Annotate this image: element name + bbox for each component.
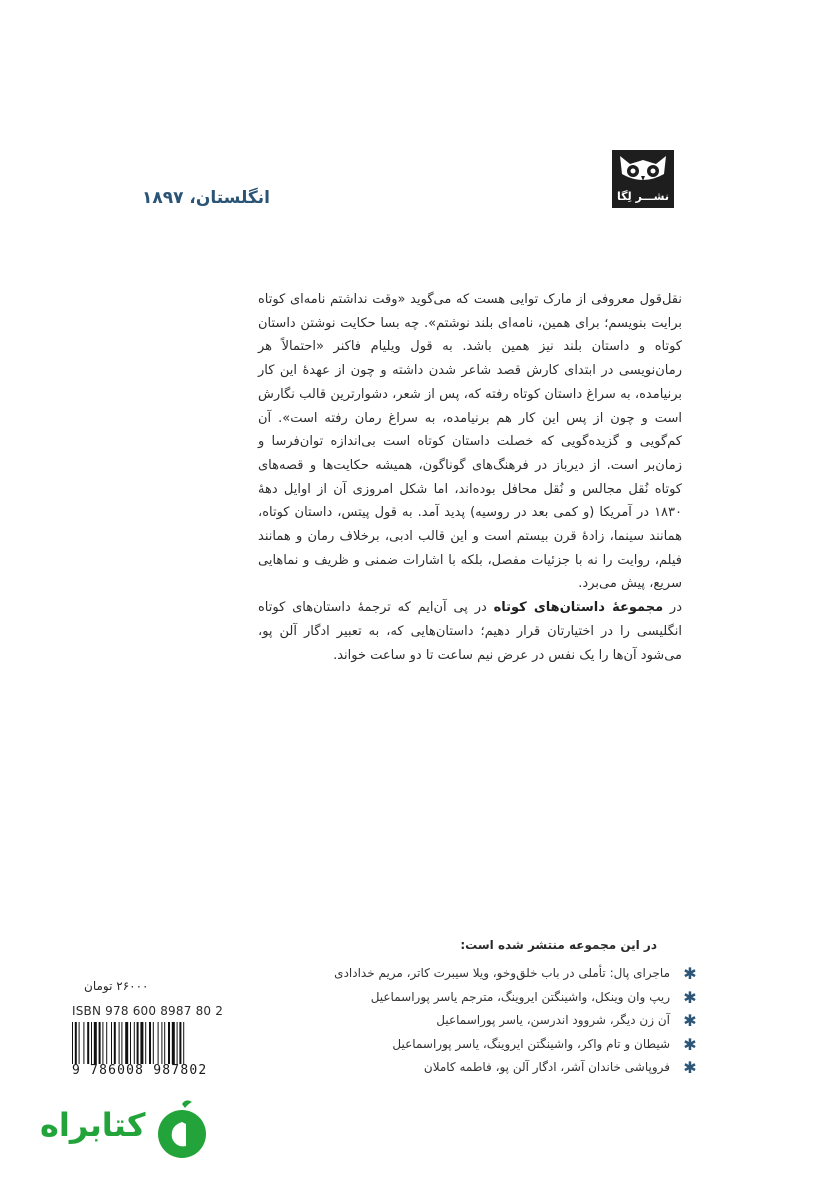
book-title: انگلستان، ۱۸۹۷ (141, 188, 270, 208)
publisher-name: نشـــر لِگا (617, 190, 669, 203)
description-paragraph-1: نقل‌قول معروفی از مارک توایی هست که می‌گوید «وقت نداشتم نامه‌ای کوتاه برایت بنویسم؛ برای همین، نامه‌ای بلند نوشتم». چه بسا حکایت نوشتن داستان کوتاه و داستان بلند نیز همین باشد. به قول ویلیام فاکنر «احتمالاً هر رمان‌نویسی در ابتدای کارش قصد شاعر شدن داشته و چون از عهدهٔ این کار برنیامده، به سراغ داستان کوتاه رفته که، پس از شعر، دشوارترین قالب نگارش است و چون از پس این کار هم برنیامده، به سراغ رمان رفته است». آن کم‌گویی و گزیده‌گویی که خصلت داستان کوتاه است بی‌اندازه توان‌فرسا و زمان‌بر است. از دیرباز در فرهنگ‌های گوناگون، همیشه حکایت‌ها و قصه‌های کوتاه نُقل مجالس و نُقل محافل بوده‌اند، اما شکل امروزی آن از اوایل دههٔ ۱۸۳۰ در آمریکا (و کمی بعد در روسیه) پدید آمد. به قول پیتس، داستان کوتاه، همانند سینما، زادهٔ قرن بیستم است و این قالب ادبی، برخلاف رمان و همانند فیلم، روایت را نه با جزئیات مفصل، بلکه با اشارات ضمنی و ظریف و نماهایی سریع، پیش می‌برد. (258, 292, 682, 592)
asterisk-icon: ✱ (683, 1034, 697, 1054)
description-paragraph-2: در مجموعهٔ داستان‌های کوتاه در پی آن‌ایم که ترجمهٔ داستان‌های کوتاه انگلیسی را در اختیارتان قرار دهیم؛ داستان‌هایی که، به تعبیر ادگار آلن پو، می‌شود آن‌ها را یک نفس در عرض نیم ساعت تا دو ساعت خواند. (258, 600, 682, 663)
description (258, 288, 682, 667)
barcode-digits: 9 786008 987802 (72, 1063, 208, 1078)
barcode (72, 1022, 224, 1068)
list-item: ✱ آن زن دیگر، شروود اندرسن، یاسر پوراسماعیل (190, 1009, 710, 1033)
publisher-logo (612, 150, 674, 208)
asterisk-icon: ✱ (683, 1058, 697, 1077)
price: ۲۶۰۰۰ تومان (84, 979, 149, 993)
owl-logo-icon (612, 150, 674, 190)
isbn: ISBN 978 600 8987 80 2 (72, 1004, 224, 1018)
brand-logo (40, 1098, 216, 1162)
list-item: ✱ فروپاشی خاندان آشر، ادگار آلن پو، فاطمه کاملان (190, 1056, 710, 1080)
asterisk-icon: ✱ (683, 1011, 697, 1030)
ketabrah-logo-icon (152, 1098, 212, 1162)
asterisk-icon: ✱ (683, 964, 697, 983)
brand-name: کتابراه (40, 1106, 146, 1144)
collection-heading: در این مجموعه منتشر شده است: (460, 938, 657, 952)
asterisk-icon: ✱ (683, 987, 697, 1007)
list-item: ✱ ریپ وان وینکل، واشینگتن ایروینگ، مترجم یاسر پوراسماعیل (190, 986, 710, 1010)
list-item: ✱ شیطان و تام واکر، واشینگتن ایروینگ، یاسر پوراسماعیل (190, 1033, 710, 1057)
list-item: ✱ ماجرای پال: تأملی در باب خلق‌وخو، ویلا سیبرت کاتر، مریم خدادادی (190, 962, 710, 986)
collection-list (190, 962, 710, 1080)
series-name: مجموعهٔ داستان‌های کوتاه (493, 600, 664, 616)
